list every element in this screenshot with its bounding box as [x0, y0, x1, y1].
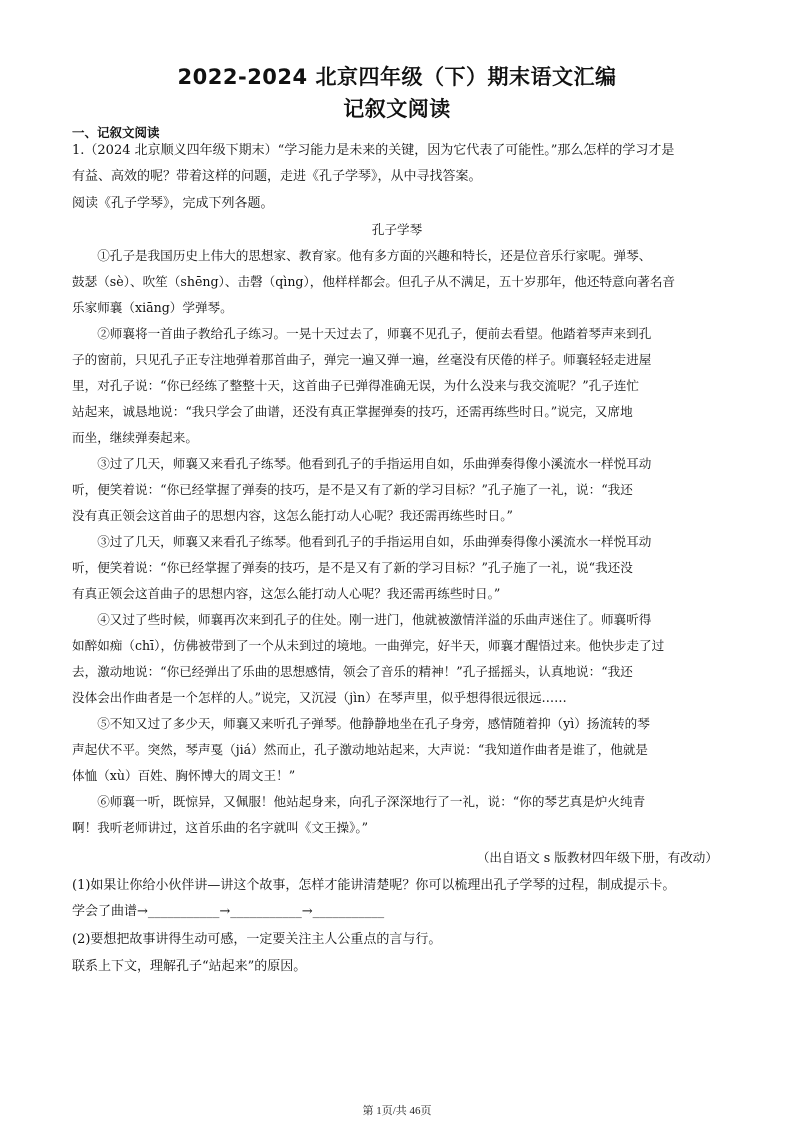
story-line: ⑤不知又过了多少天，师襄又来听孔子弹琴。他静静地坐在孔子身旁，感情随着抑（yì）扬流转的琴	[72, 716, 650, 731]
story-line: 有真正领会这首曲子的思想内容，这怎么能打动人心呢？我还需再练些时日。”	[72, 586, 501, 601]
intro-line: 阅读《孔子学琴》，完成下列各题。	[72, 196, 274, 211]
story-line: 去，激动地说：“你已经弹出了乐曲的思想感情，领会了音乐的精神！”孔子摇摇头，认真地说：“我还	[72, 664, 633, 679]
story-line: 体恤（xù）百姓、胸怀博大的周文王！”	[72, 768, 296, 783]
story-line: ③过了几天，师襄又来看孔子练琴。他看到孔子的手指运用自如，乐曲弹奏得像小溪流水一样悦耳动	[72, 456, 652, 471]
story-line: 声起伏不平。突然，琴声戛（jiá）然而止，孔子激动地站起来，大声说：“我知道作曲者是谁了，他就是	[72, 742, 649, 757]
question-line: 联系上下文，理解孔子“站起来”的原因。	[72, 959, 307, 974]
story-line: 而坐，继续弹奏起来。	[72, 430, 198, 445]
story-line: 没体会出作曲者是一个怎样的人。”说完，又沉浸（jìn）在琴声里，似乎想得很远很远……	[72, 690, 567, 705]
story-title: 孔子学琴	[371, 222, 423, 237]
story-line: 鼓瑟（sè）、吹笙（shēng）、击磬（qìng），他样样都会。但孔子从不满足，五十岁那年，他还特意向著名音	[72, 274, 676, 289]
document-title: 2022-2024 北京四年级（下）期末语文汇编	[177, 65, 617, 89]
page-footer: 第 1页/共 46页	[362, 1105, 432, 1117]
story-line: 听，便笑着说：“你已经掌握了弹奏的技巧，是不是又有了新的学习目标？”孔子施了一礼，说“我还没	[72, 560, 633, 575]
story-line: 如醉如痴（chī），仿佛被带到了一个从未到过的境地。一曲弹完，好半天，师襄才醒悟过来。他快步走了过	[72, 638, 665, 653]
source-note: （出自语文 s 版教材四年级下册，有改动）	[476, 850, 718, 865]
intro-line: 1.（2024 北京顺义四年级下期末）“学习能力是未来的关键，因为它代表了可能性。”那么怎样的学习才是	[72, 143, 675, 158]
story-line: 站起来，诚恳地说：“我只学会了曲谱，还没有真正掌握弹奏的技巧，还需再练些时日。”说完，又席地	[72, 404, 633, 419]
question-line: (1)如果让你给小伙伴讲—讲这个故事，怎样才能讲清楚呢？你可以梳理出孔子学琴的过程，制成提示卡。	[72, 878, 676, 893]
section-heading: 一、记叙文阅读	[72, 125, 160, 140]
story-line: 乐家师襄（xiāng）学弹琴。	[72, 300, 233, 315]
story-line: ④又过了些时候，师襄再次来到孔子的住处。刚一进门，他就被激情洋溢的乐曲声迷住了。师襄听得	[72, 612, 652, 627]
story-line: 没有真正领会这首曲子的思想内容，这怎么能打动人心呢？我还需再练些时日。”	[72, 508, 513, 523]
story-line: 啊！我听老师讲过，这首乐曲的名字就叫《文王操》。”	[72, 820, 369, 835]
story-line: ③过了几天，师襄又来看孔子练琴。他看到孔子的手指运用自如，乐曲弹奏得像小溪流水一样悦耳动	[72, 534, 652, 549]
story-line: 听，便笑着说：“你已经掌握了弹奏的技巧，是不是又有了新的学习目标？”孔子施了一礼，说：“我还	[72, 482, 633, 497]
story-line: 里，对孔子说：“你已经练了整整十天，这首曲子已弹得准确无误，为什么没来与我交流呢？”孔子连忙	[72, 378, 640, 393]
answer-prompt-line: 学会了曲谱→___________→___________→___________	[72, 904, 385, 919]
intro-line: 有益、高效的呢？带着这样的问题，走进《孔子学琴》，从中寻找答案。	[72, 169, 482, 184]
question-line: (2)要想把故事讲得生动可感，一定要关注主人公重点的言与行。	[72, 932, 442, 947]
story-line: 子的窗前，只见孔子正专注地弹着那首曲子，弹完一遍又弹一遍，丝毫没有厌倦的样子。师襄轻轻走进屋	[72, 352, 652, 367]
story-line: ①孔子是我国历史上伟大的思想家、教育家。他有多方面的兴趣和特长，还是位音乐行家呢。弹琴、	[72, 248, 652, 263]
story-line: ②师襄将一首曲子教给孔子练习。一晃十天过去了，师襄不见孔子，便前去看望。他踏着琴声来到孔	[72, 326, 652, 341]
document-subtitle: 记叙文阅读	[343, 97, 451, 121]
story-line: ⑥师襄一听，既惊异，又佩服！他站起身来，向孔子深深地行了一礼，说：“你的琴艺真是炉火纯青	[72, 794, 646, 809]
